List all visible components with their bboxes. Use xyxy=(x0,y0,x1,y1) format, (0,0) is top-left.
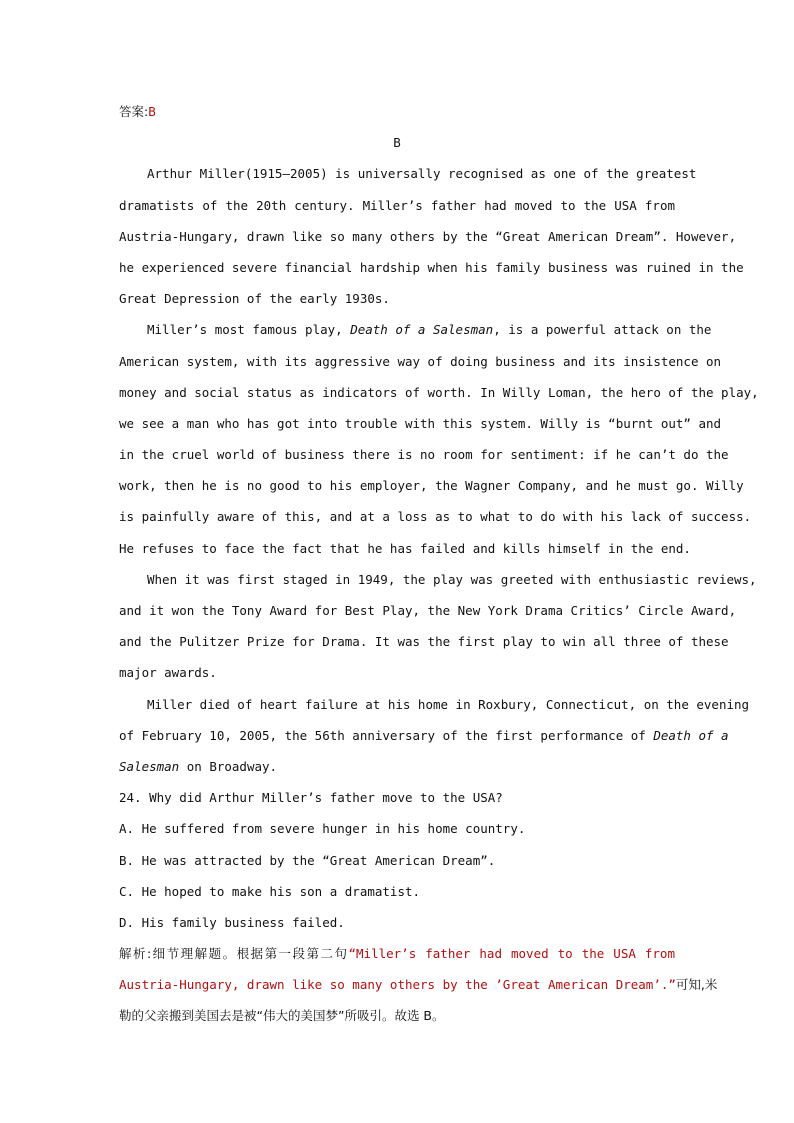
option-c: C. He hoped to make his son a dramatist. xyxy=(119,883,421,899)
text-line: He refuses to face the fact that he has failed and kills himself in the end. xyxy=(119,540,691,556)
passage-paragraph-2 xyxy=(119,314,759,564)
text-line: Great Depression of the early 1930s. xyxy=(119,291,390,307)
explanation-text: 可知,米 xyxy=(675,977,718,993)
explanation-line xyxy=(119,969,718,1000)
option-b: B. He was attracted by the “Great American Dream”. xyxy=(119,852,496,868)
text-line: in the cruel world of business there is no room for sentiment: if he can’t do the xyxy=(119,447,729,463)
text-line: and the Pulitzer Prize for Drama. It was the first play to win all three of these xyxy=(119,634,729,650)
text-line: Austria-Hungary, drawn like so many others by the “Great American Dream”. However, xyxy=(119,228,737,244)
text-line: he experienced severe financial hardship when his family business was ruined in the xyxy=(119,259,744,275)
text-line: Miller died of heart failure at his home in Roxbury, Connecticut, on the evening xyxy=(147,696,750,712)
play-title: Death of a xyxy=(653,727,729,743)
explanation-quote: Austria-Hungary, drawn like so many others by the ’Great American Dream’.” xyxy=(119,977,676,993)
option-a: A. He suffered from severe hunger in his home country. xyxy=(119,821,526,837)
question-stem: 24. Why did Arthur Miller’s father move to the USA? xyxy=(119,790,503,806)
text-segment: Miller’s most famous play, xyxy=(147,322,351,338)
explanation-line xyxy=(119,938,675,969)
answer-value: B xyxy=(148,104,156,119)
answer-line xyxy=(119,96,675,127)
text-line: we see a man who has got into trouble with this system. Willy is “burnt out” and xyxy=(119,415,722,431)
text-line: work, then he is no good to his employer, the Wagner Company, and he must go. Willy xyxy=(119,478,744,494)
document-page xyxy=(119,96,759,1032)
passage-paragraph-4 xyxy=(119,689,750,783)
passage-paragraph-3 xyxy=(119,564,757,689)
section-letter: B xyxy=(393,135,401,151)
explanation-line: 勒的父亲搬到美国去是被“伟大的美国梦”所吸引。故选 B。 xyxy=(119,1008,445,1024)
text-segment: on Broadway. xyxy=(179,758,278,774)
text-line xyxy=(119,751,675,782)
explanation-label: 解析: xyxy=(119,946,152,962)
play-title: Death of a Salesman xyxy=(350,322,494,338)
option-d: D. His family business failed. xyxy=(119,914,345,930)
text-line: Arthur Miller(1915—2005) is universally recognised as one of the greatest xyxy=(147,166,697,182)
text-line: American system, with its aggressive way of doing business and its insistence on xyxy=(119,353,722,369)
text-segment: of February 10, 2005, the 56th anniversary of the first performance of xyxy=(119,727,654,743)
text-line: major awards. xyxy=(119,665,217,681)
text-line: money and social status as indicators of worth. In Willy Loman, the hero of the play, xyxy=(119,384,759,400)
play-title: Salesman xyxy=(119,758,180,774)
text-line: is painfully aware of this, and at a loss as to what to do with his lack of success. xyxy=(119,509,752,525)
passage-paragraph-1 xyxy=(119,158,744,314)
text-line xyxy=(119,314,712,345)
explanation-quote: “Miller’s father had moved to the USA from xyxy=(348,946,675,962)
text-line: and it won the Tony Award for Best Play, the New York Drama Critics’ Circle Award, xyxy=(119,603,737,618)
text-line: dramatists of the 20th century. Miller’s father had moved to the USA from xyxy=(119,197,675,213)
text-segment: , is a powerful attack on the xyxy=(493,322,712,338)
answer-label: 答案: xyxy=(119,104,149,119)
text-line xyxy=(119,720,729,751)
explanation-text: 细节理解题。根据第一段第二句 xyxy=(151,946,349,962)
text-line: When it was first staged in 1949, the play was greeted with enthusiastic reviews, xyxy=(147,571,757,587)
